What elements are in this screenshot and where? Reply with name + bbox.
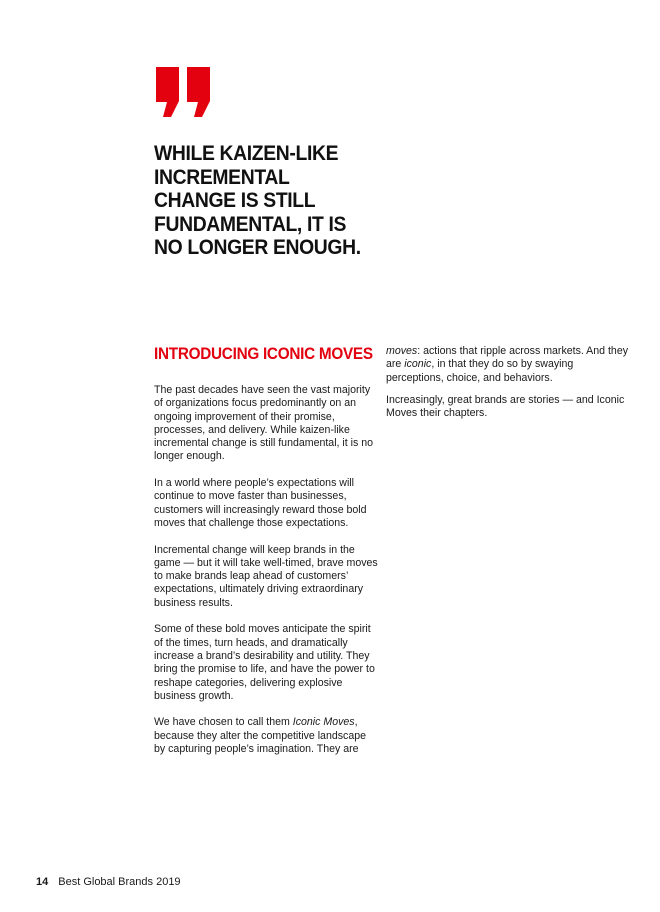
publication-title: Best Global Brands 2019 (58, 876, 181, 888)
body-paragraph (154, 716, 380, 756)
page-number: 14 (36, 876, 49, 888)
page-footer (36, 876, 181, 888)
body-paragraph: Some of these bold moves anticipate the spirit of the times, turn heads, and dramatically increase a brand’s desirability and utility. They bring the promise to life, and have the power to reshape categories, delivering explosive business growth. (154, 623, 375, 702)
left-column (154, 384, 380, 770)
section-heading: INTRODUCING ICONIC MOVES (154, 344, 373, 363)
quote-mark-icon (154, 67, 212, 117)
emphasis-iconic: iconic (404, 358, 432, 371)
body-paragraph: Incremental change will keep brands in the game — but it will take well-timed, brave moves to make brands leap ahead of customers’ expectations, ultimately driving extraordinary business results. (154, 543, 378, 609)
text-run: : actions that ripple across markets. And they are (386, 345, 629, 371)
body-paragraph: Increasingly, great brands are stories — and Iconic Moves their chapters. (386, 393, 625, 420)
text-run: We have chosen to call them (154, 716, 293, 729)
body-paragraph: The past decades have seen the vast majority of organizations focus predominantly on an ongoing improvement of their promise, processes, and delivery. While kaizen-like incremental change is still fundamental, it is no longer enough. (154, 384, 374, 463)
text-run: , in that they do so by swaying perceptions, choice, and behaviors. (386, 358, 574, 384)
text-run: , because they alter the competitive landscape by capturing people’s imagination. They are (154, 716, 367, 756)
pull-quote: WHILE KAIZEN-LIKE INCREMENTAL CHANGE IS STILL FUNDAMENTAL, IT IS NO LONGER ENOUGH. (154, 141, 361, 259)
right-column (386, 345, 631, 429)
emphasis-moves: moves (386, 345, 418, 357)
emphasis-iconic-moves: Iconic Moves (292, 716, 355, 729)
body-paragraph: In a world where people’s expectations will continue to move faster than businesses, customers will increasingly reward those bold moves that challenge those expectations. (154, 477, 367, 529)
body-paragraph (386, 345, 631, 385)
